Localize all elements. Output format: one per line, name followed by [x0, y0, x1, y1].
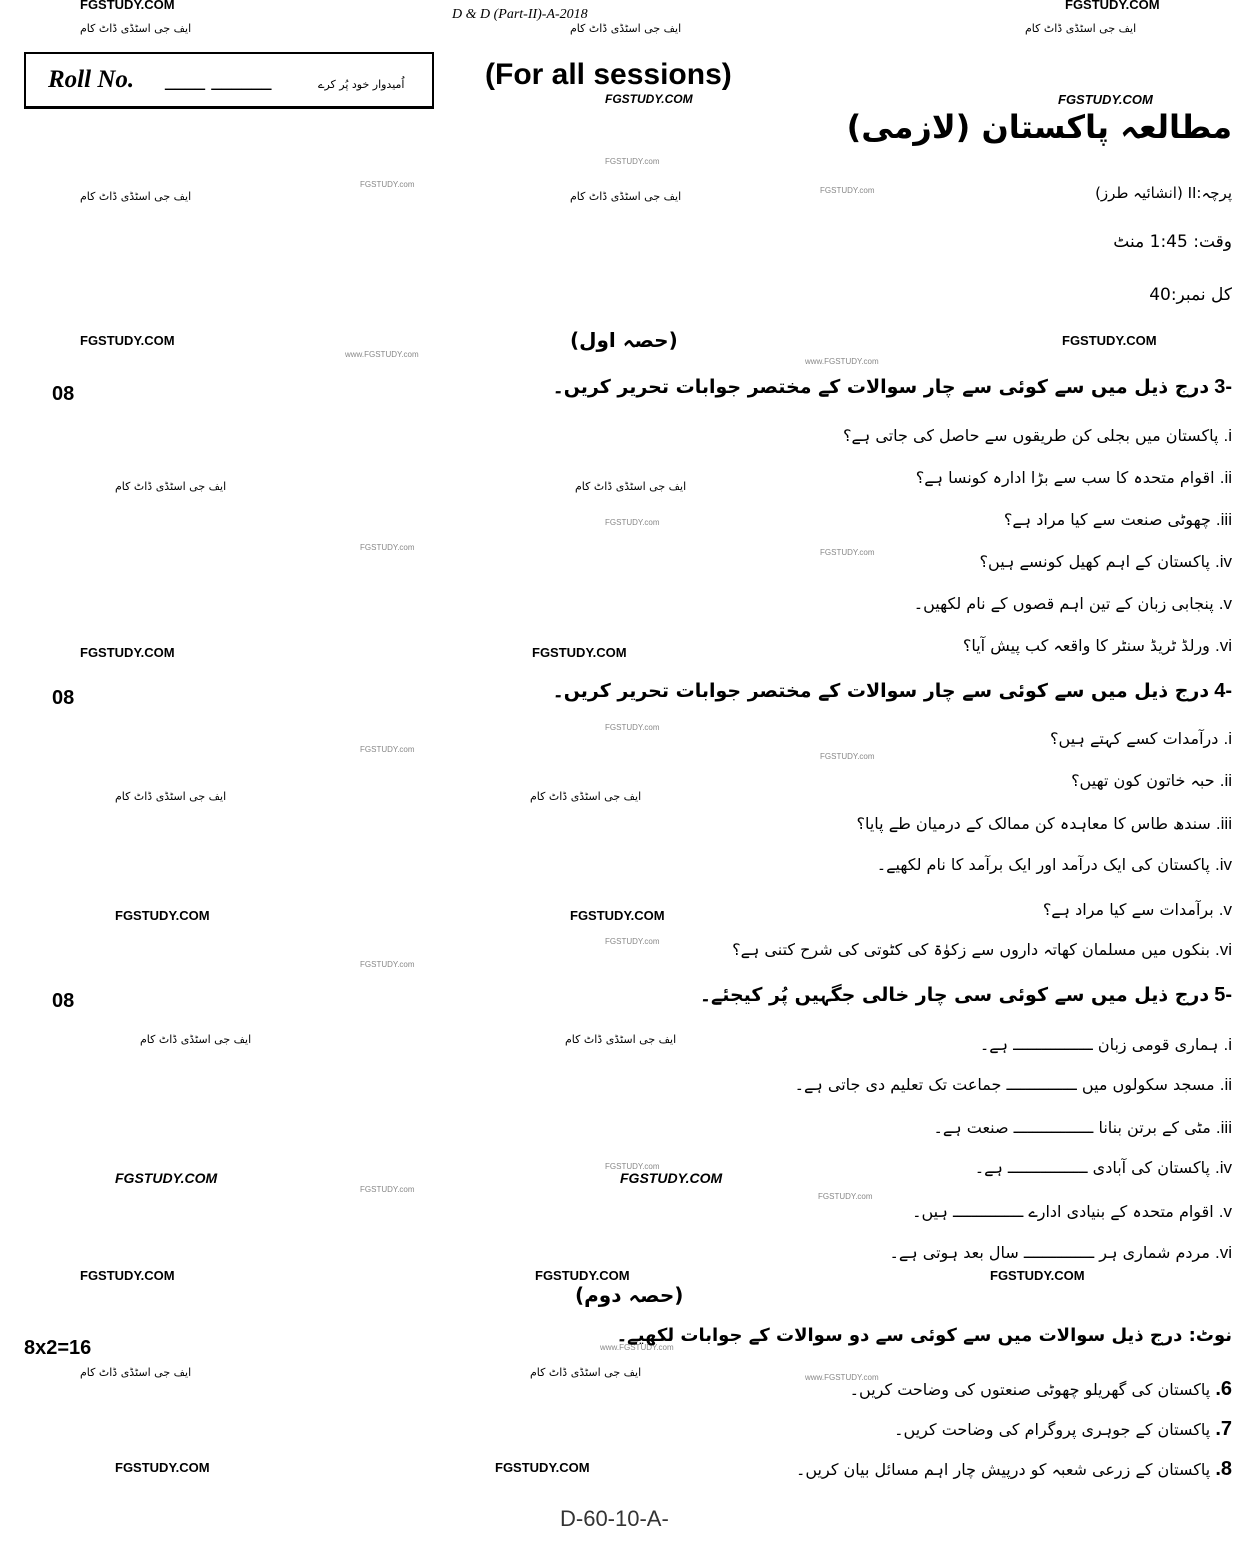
watermark: FGSTUDY.COM	[115, 908, 210, 923]
watermark: ایف جی اسٹڈی ڈاٹ کام	[80, 1366, 192, 1379]
watermark: FGSTUDY.com	[605, 723, 660, 732]
watermark: FGSTUDY.COM	[570, 908, 665, 923]
q3-marks: 08	[52, 383, 75, 405]
footer-code: D-60-10-A-	[560, 1506, 669, 1531]
watermark: FGSTUDY.com	[605, 1162, 660, 1171]
watermark: ایف جی اسٹڈی ڈاٹ کام	[565, 1033, 677, 1046]
watermark: FGSTUDY.COM	[1058, 92, 1153, 107]
watermark: FGSTUDY.COM	[80, 333, 175, 348]
watermark: FGSTUDY.com	[820, 548, 875, 557]
time-allowed: وقت: 1:45 منٹ	[1113, 232, 1232, 252]
q4-marks: 08	[52, 687, 75, 709]
list-item: 8. پاکستان کے زرعی شعبہ کو درپیش چار اہم مسائل بیان کریں۔	[796, 1458, 1232, 1480]
watermark: FGSTUDY.COM	[115, 1460, 210, 1475]
sessions-note: (For all sessions)	[485, 58, 732, 91]
watermark: FGSTUDY.COM	[990, 1268, 1085, 1283]
list-item: vi. بنکوں میں مسلمان کھاتہ داروں سے زکوٰۃ کی کٹوتی کی شرح کتنی ہے؟	[732, 940, 1232, 959]
watermark: FGSTUDY.COM	[80, 645, 175, 660]
q4-number: -4	[1214, 680, 1232, 702]
list-item: i. درآمدات کسے کہتے ہیں؟	[1050, 729, 1232, 748]
list-item: 7. پاکستان کے جوہری پروگرام کی وضاحت کریں۔	[894, 1418, 1232, 1440]
paper-label: پرچہ:II (انشائیہ طرز)	[1095, 184, 1232, 202]
watermark: FGSTUDY.com	[360, 960, 415, 969]
list-item: v. برآمدات سے کیا مراد ہے؟	[1042, 900, 1232, 919]
watermark: FGSTUDY.com	[605, 157, 660, 166]
watermark: FGSTUDY.com	[605, 518, 660, 527]
list-item: iv. پاکستان کی آبادی ـــــــــــــــــ ہے۔	[974, 1158, 1232, 1177]
list-item: i. پاکستان میں بجلی کن طریقوں سے حاصل کی جاتی ہے؟	[843, 426, 1232, 445]
watermark: ایف جی اسٹڈی ڈاٹ کام	[80, 22, 192, 35]
q4-heading-text: درج ذیل میں سے کوئی سے چار سوالات کے مختصر جوابات تحریر کریں۔	[552, 680, 1210, 702]
list-item: ii. اقوام متحدہ کا سب سے بڑا ادارہ کونسا ہے؟	[915, 468, 1232, 487]
watermark: FGSTUDY.COM	[1065, 0, 1160, 12]
watermark: FGSTUDY.COM	[535, 1268, 630, 1283]
watermark: FGSTUDY.COM	[532, 645, 627, 660]
watermark: ایف جی اسٹڈی ڈاٹ کام	[1025, 22, 1137, 35]
part-two-title: (حصہ دوم)	[575, 1283, 684, 1307]
watermark: FGSTUDY.com	[605, 937, 660, 946]
part-two-note: نوٹ: درج ذیل سوالات میں سے کوئی سے دو سوالات کے جوابات لکھیے۔	[616, 1325, 1232, 1346]
watermark: ایف جی اسٹڈی ڈاٹ کام	[570, 22, 682, 35]
q4-heading	[553, 680, 1232, 703]
q5-heading-text: درج ذیل میں سے کوئی سی چار خالی جگہیں پُر کیجئے۔	[699, 984, 1210, 1006]
watermark: ایف جی اسٹڈی ڈاٹ کام	[530, 790, 642, 803]
list-item: iii. چھوٹی صنعت سے کیا مراد ہے؟	[1003, 510, 1232, 529]
watermark: FGSTUDY.com	[820, 186, 875, 195]
watermark: www.FGSTUDY.com	[805, 357, 879, 366]
watermark: ایف جی اسٹڈی ڈاٹ کام	[80, 190, 192, 203]
subject-title: مطالعہ پاکستان (لازمی)	[846, 108, 1232, 146]
watermark: ایف جی اسٹڈی ڈاٹ کام	[140, 1033, 252, 1046]
list-item: vi. ورلڈ ٹریڈ سنٹر کا واقعہ کب پیش آیا؟	[962, 636, 1232, 655]
paper-code: D & D (Part-II)-A-2018	[452, 7, 588, 22]
watermark: ایف جی اسٹڈی ڈاٹ کام	[575, 480, 687, 493]
total-marks: کل نمبر:40	[1149, 285, 1232, 305]
list-item: iii. سندھ طاس کا معاہدہ کن ممالک کے درمیان طے پایا؟	[856, 814, 1232, 833]
q5-marks: 08	[52, 990, 75, 1012]
watermark: www.FGSTUDY.com	[600, 1343, 674, 1352]
watermark: FGSTUDY.COM	[620, 1170, 723, 1186]
watermark: FGSTUDY.com	[360, 1185, 415, 1194]
watermark: FGSTUDY.com	[360, 745, 415, 754]
q3-number: -3	[1214, 376, 1232, 398]
watermark: FGSTUDY.com	[360, 543, 415, 552]
watermark: ایف جی اسٹڈی ڈاٹ کام	[115, 790, 227, 803]
q5-number: -5	[1214, 984, 1232, 1006]
part-one-title: (حصہ اول)	[570, 328, 678, 352]
roll-no-note: اُمیدوار خود پُر کرے	[318, 78, 405, 91]
watermark: www.FGSTUDY.com	[805, 1373, 879, 1382]
watermark: FGSTUDY.com	[818, 1192, 873, 1201]
list-item: v. اقوام متحدہ کے بنیادی ادارے ـــــــــــــــ ہیں۔	[912, 1202, 1232, 1221]
watermark: FGSTUDY.COM	[605, 92, 693, 106]
watermark: FGSTUDY.COM	[495, 1460, 590, 1475]
watermark: www.FGSTUDY.com	[345, 350, 419, 359]
list-item: vi. مردم شماری ہر ـــــــــــــــ سال بعد ہوتی ہے۔	[889, 1243, 1232, 1262]
list-item: 6. پاکستان کی گھریلو چھوٹی صنعتوں کی وضاحت کریں۔	[849, 1378, 1232, 1400]
q3-heading-text: درج ذیل میں سے کوئی سے چار سوالات کے مختصر جوابات تحریر کریں۔	[552, 376, 1210, 398]
list-item: ii. حبہ خاتون کون تھیں؟	[1071, 771, 1232, 790]
watermark: ایف جی اسٹڈی ڈاٹ کام	[115, 480, 227, 493]
watermark: ایف جی اسٹڈی ڈاٹ کام	[530, 1366, 642, 1379]
q5-heading	[700, 984, 1232, 1007]
watermark: FGSTUDY.COM	[80, 1268, 175, 1283]
roll-no-field: ____ ______	[165, 66, 272, 90]
list-item: i. ہماری قومی زبان ـــــــــــــــــ ہے۔	[979, 1035, 1232, 1054]
part-two-marks: 8x2=16	[24, 1337, 92, 1359]
watermark: ایف جی اسٹڈی ڈاٹ کام	[570, 190, 682, 203]
q3-heading	[553, 376, 1232, 399]
watermark: FGSTUDY.COM	[80, 0, 175, 12]
watermark: FGSTUDY.com	[820, 752, 875, 761]
watermark: FGSTUDY.com	[360, 180, 415, 189]
list-item: ii. مسجد سکولوں میں ـــــــــــــــ جماعت تک تعلیم دی جاتی ہے۔	[794, 1075, 1232, 1094]
roll-no-label: Roll No.	[48, 66, 135, 93]
watermark: FGSTUDY.COM	[115, 1170, 218, 1186]
list-item: iv. پاکستان کی ایک درآمد اور ایک برآمد کا نام لکھیے۔	[876, 855, 1232, 874]
watermark: FGSTUDY.COM	[1062, 333, 1157, 348]
list-item: v. پنجابی زبان کے تین اہم قصوں کے نام لکھیں۔	[913, 594, 1232, 613]
list-item: iii. مٹی کے برتن بنانا ـــــــــــــــــ صنعت ہے۔	[933, 1118, 1232, 1137]
list-item: iv. پاکستان کے اہم کھیل کونسے ہیں؟	[979, 552, 1232, 571]
